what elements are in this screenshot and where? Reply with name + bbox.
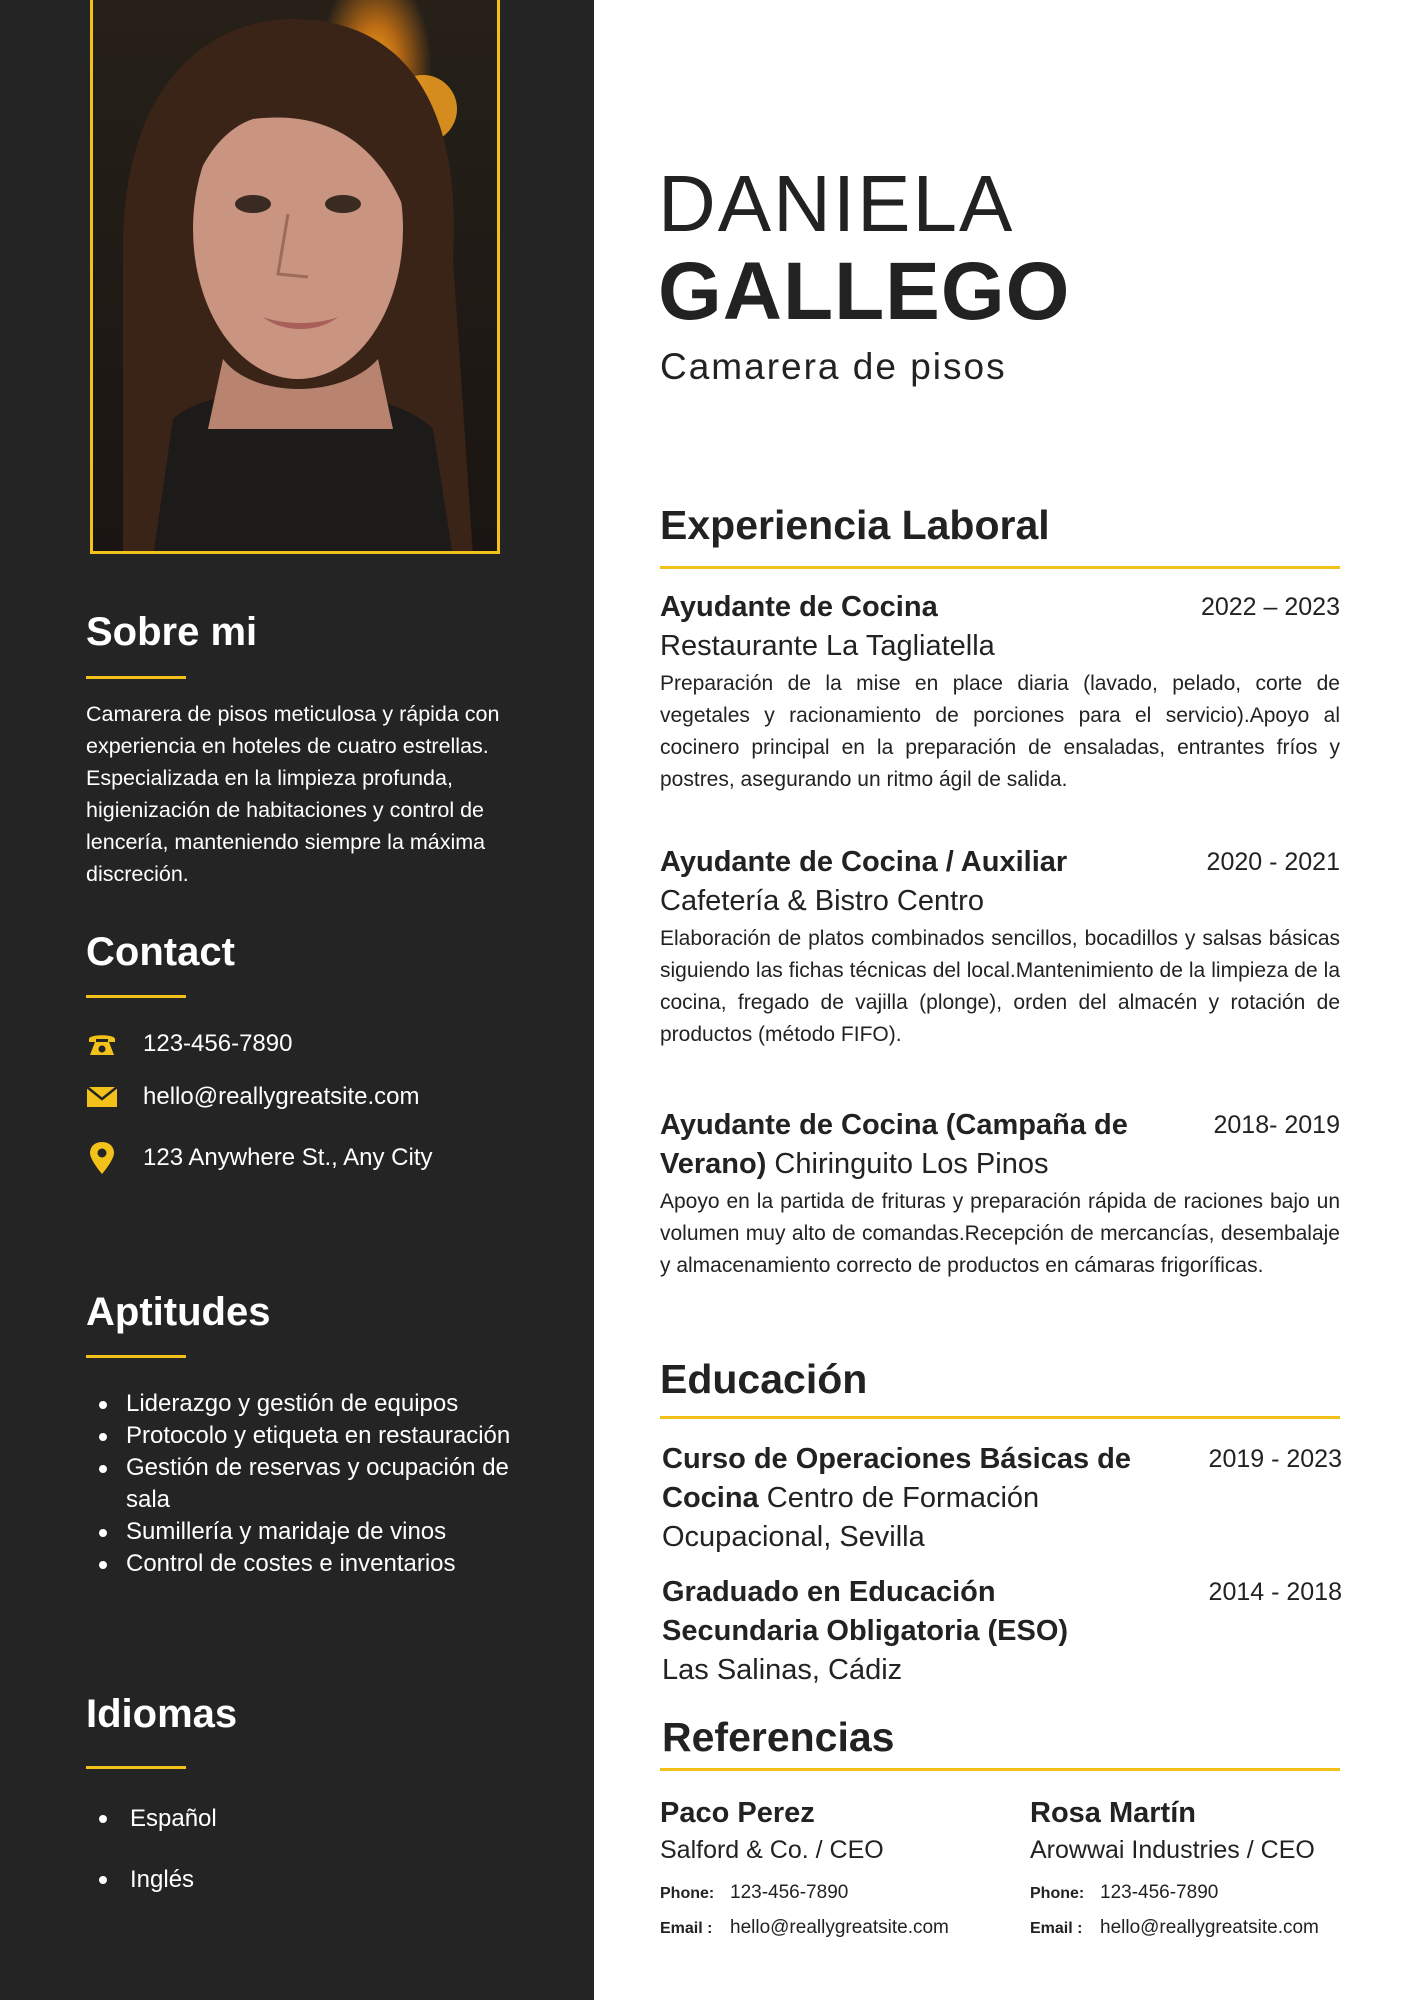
email-text: hello@reallygreatsite.com bbox=[143, 1083, 420, 1110]
about-heading: Sobre mi bbox=[86, 610, 258, 654]
education-title: Graduado en Educación Secundaria Obligatoria (ESO) bbox=[662, 1576, 1069, 1647]
skill-item: Protocolo y etiqueta en restauración bbox=[86, 1420, 546, 1452]
email-icon bbox=[86, 1081, 118, 1113]
reference-company: Arowwai Industries / CEO bbox=[1030, 1836, 1315, 1864]
job-title: Ayudante de Cocina bbox=[660, 591, 938, 623]
education-years: 2019 - 2023 bbox=[1208, 1445, 1342, 1473]
education-entry bbox=[662, 1573, 1342, 1690]
skill-item: Liderazgo y gestión de equipos bbox=[86, 1388, 546, 1420]
education-divider bbox=[660, 1416, 1340, 1419]
reference-name: Paco Perez bbox=[660, 1797, 815, 1829]
education-institution: Centro de Formación Ocupacional, Sevilla bbox=[662, 1482, 1040, 1553]
job-entry bbox=[660, 1106, 1340, 1282]
contact-phone[interactable] bbox=[86, 1024, 293, 1064]
references-heading: Referencias bbox=[662, 1714, 895, 1760]
skill-item: Sumillería y maridaje de vinos bbox=[86, 1516, 546, 1548]
job-years: 2018- 2019 bbox=[1213, 1111, 1340, 1139]
languages-list bbox=[86, 1788, 546, 1910]
job-role: Camarera de pisos bbox=[660, 346, 1007, 387]
location-pin-icon bbox=[86, 1142, 118, 1174]
languages-heading: Idiomas bbox=[86, 1692, 238, 1736]
languages-divider bbox=[86, 1766, 186, 1769]
experience-divider bbox=[660, 566, 1340, 569]
job-company: Cafetería & Bistro Centro bbox=[660, 885, 984, 917]
job-company: Chiringuito Los Pinos bbox=[766, 1148, 1049, 1180]
job-title: Ayudante de Cocina / Auxiliar bbox=[660, 846, 1068, 878]
contact-address[interactable] bbox=[86, 1138, 433, 1178]
contact-email[interactable] bbox=[86, 1077, 420, 1117]
education-entry bbox=[662, 1440, 1342, 1557]
reference-email[interactable]: Email : hello@reallygreatsite.com bbox=[660, 1917, 949, 1938]
skills-list bbox=[86, 1388, 546, 1580]
education-title: Curso de Operaciones Básicas de Cocina Centro de Formación Ocupacional, Sevilla bbox=[662, 1443, 1132, 1553]
job-description: Elaboración de platos combinados sencillos, bocadillos y salsas básicas siguiendo las fichas técnicas del local.Mantenimiento de la limpieza de la cocina, fregado de vajilla (plonge), orden del almacén y rotación de productos (método FIFO). bbox=[660, 927, 1340, 1046]
job-company: Restaurante La Tagliatella bbox=[660, 630, 995, 662]
reference-phone: Phone: 123-456-7890 bbox=[1030, 1882, 1219, 1903]
phone-icon bbox=[86, 1028, 118, 1060]
education-heading: Educación bbox=[660, 1356, 868, 1402]
job-description: Preparación de la mise en place diaria (lavado, pelado, corte de vegetales y racionamiento de porciones para el servicio).Apoyo al cocinero principal en la preparación de ensaladas, entrantes fríos y postres, asegurando un ritmo ágil de salida. bbox=[660, 672, 1340, 791]
reference-card bbox=[660, 1794, 1000, 1946]
education-years: 2014 - 2018 bbox=[1208, 1578, 1342, 1606]
job-title: Ayudante de Cocina (Campaña de Verano) Chiringuito Los Pinos bbox=[660, 1109, 1128, 1180]
last-name: GALLEGO bbox=[658, 246, 1071, 337]
portrait-image bbox=[93, 0, 500, 554]
reference-phone: Phone: 123-456-7890 bbox=[660, 1882, 849, 1903]
job-description: Apoyo en la partida de frituras y preparación rápida de raciones bajo un volumen muy alto de comandas.Recepción de mercancías, desembalaje y almacenamiento correcto de productos en cámaras frigoríficas. bbox=[660, 1190, 1340, 1277]
skills-heading: Aptitudes bbox=[86, 1290, 271, 1334]
reference-company: Salford & Co. / CEO bbox=[660, 1836, 884, 1864]
sidebar bbox=[0, 0, 594, 2000]
address-text: 123 Anywhere St., Any City bbox=[143, 1144, 433, 1171]
education-institution: Las Salinas, Cádiz bbox=[662, 1654, 903, 1686]
about-divider bbox=[86, 676, 186, 679]
job-years: 2020 - 2021 bbox=[1206, 848, 1340, 876]
phone-text: 123-456-7890 bbox=[143, 1030, 293, 1057]
first-name: DANIELA bbox=[658, 159, 1015, 248]
reference-card bbox=[1030, 1794, 1370, 1946]
experience-heading: Experiencia Laboral bbox=[660, 502, 1050, 548]
reference-email[interactable]: Email : hello@reallygreatsite.com bbox=[1030, 1917, 1319, 1938]
contact-divider bbox=[86, 995, 186, 998]
skill-item: Control de costes e inventarios bbox=[86, 1548, 546, 1580]
job-entry bbox=[660, 588, 1340, 796]
job-years: 2022 – 2023 bbox=[1200, 593, 1340, 621]
contact-heading: Contact bbox=[86, 930, 235, 974]
language-item: Inglés bbox=[86, 1849, 546, 1910]
job-entry bbox=[660, 843, 1340, 1051]
about-text: Camarera de pisos meticulosa y rápida con experiencia en hoteles de cuatro estrellas. Especializada en la limpieza profunda, higienización de habitaciones y control de lencería, manteniendo siempre la máxima discreción. bbox=[86, 702, 500, 886]
language-item: Español bbox=[86, 1788, 546, 1849]
reference-name: Rosa Martín bbox=[1030, 1797, 1196, 1829]
references-divider bbox=[660, 1768, 1340, 1771]
skill-item: Gestión de reservas y ocupación de sala bbox=[86, 1452, 546, 1516]
profile-photo bbox=[90, 0, 500, 554]
skills-divider bbox=[86, 1355, 186, 1358]
